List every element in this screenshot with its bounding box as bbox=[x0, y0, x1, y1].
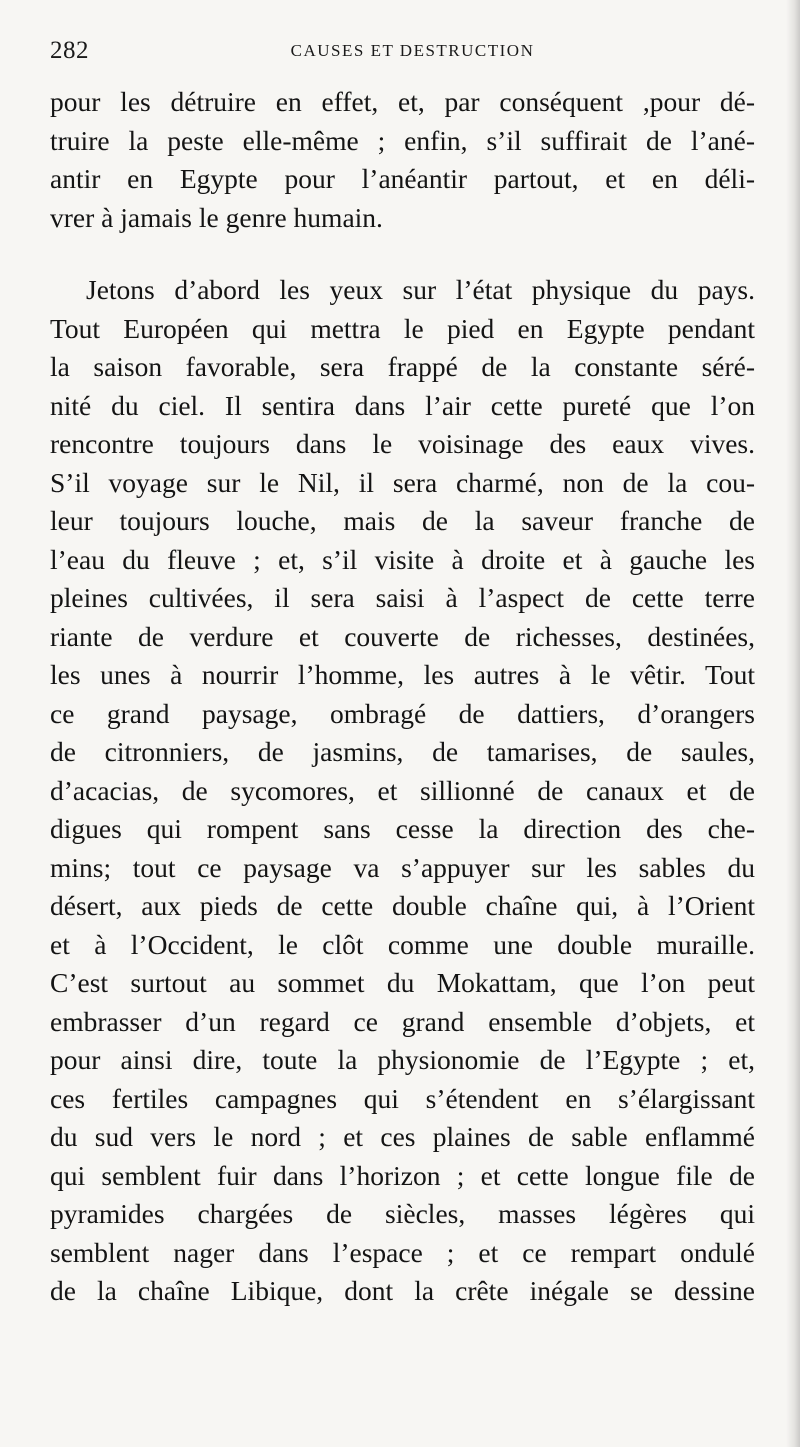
text-line: semblent nager dans l’espace ; et ce rempart ondulé bbox=[50, 1236, 755, 1268]
text-line: antir en Egypte pour l’anéantir partout, et en déli- bbox=[50, 163, 755, 194]
paragraph bbox=[50, 83, 755, 237]
page-edge-shadow bbox=[786, 0, 800, 1447]
text-line: de citronniers, de jasmins, de tamarises, de saules, bbox=[50, 736, 755, 767]
text-line: truire la peste elle-même ; enfin, s’il suffirait de l’ané- bbox=[50, 124, 755, 156]
text-line: Tout Européen qui mettra le pied en Egypte pendant bbox=[50, 312, 755, 344]
text-line: l’eau du fleuve ; et, s’il visite à droite et à gauche les bbox=[50, 543, 755, 575]
text-line: les unes à nourrir l’homme, les autres à le vêtir. Tout bbox=[50, 659, 755, 690]
text-line: pleines cultivées, il sera saisi à l’aspect de cette terre bbox=[50, 582, 755, 613]
text-line: ce grand paysage, ombragé de dattiers, d’orangers bbox=[50, 697, 755, 729]
text-line: ces fertiles campagnes qui s’étendent en s’élargissant bbox=[50, 1082, 755, 1114]
paragraph-gap bbox=[50, 237, 755, 271]
text-line: S’il voyage sur le Nil, il sera charmé, non de la cou- bbox=[50, 466, 755, 498]
running-head-title: CAUSES ET DESTRUCTION bbox=[290, 41, 535, 60]
text-line: digues qui rompent sans cesse la direction des che- bbox=[50, 813, 755, 844]
paragraph bbox=[50, 271, 755, 1311]
text-line: et à l’Occident, le clôt comme une double muraille. bbox=[50, 928, 755, 960]
text-line: C’est surtout au sommet du Mokattam, que l’on peut bbox=[50, 967, 755, 998]
text-line: riante de verdure et couverte de richesses, destinées, bbox=[50, 620, 755, 652]
text-line: vrer à jamais le genre humain. bbox=[50, 201, 383, 233]
text-line: embrasser d’un regard ce grand ensemble d’objets, et bbox=[50, 1005, 755, 1037]
text-line: du sud vers le nord ; et ces plaines de sable enflammé bbox=[50, 1121, 755, 1152]
text-line: de la chaîne Libique, dont la crête inégale se dessine bbox=[50, 1275, 755, 1306]
text-line: qui semblent fuir dans l’horizon ; et cette longue file de bbox=[50, 1159, 755, 1191]
text-line: mins; tout ce paysage va s’appuyer sur les sables du bbox=[50, 851, 755, 883]
text-line: la saison favorable, sera frappé de la constante séré- bbox=[50, 351, 755, 382]
text-line: leur toujours louche, mais de la saveur franche de bbox=[50, 505, 755, 536]
text-line: pour les détruire en effet, et, par conséquent ,pour dé- bbox=[50, 86, 755, 117]
text-line: rencontre toujours dans le voisinage des eaux vives. bbox=[50, 428, 755, 459]
page-number: 282 bbox=[50, 37, 89, 64]
text-line: pour ainsi dire, toute la physionomie de l’Egypte ; et, bbox=[50, 1044, 755, 1075]
text-line: pyramides chargées de siècles, masses légères qui bbox=[50, 1198, 755, 1229]
text-line: nité du ciel. Il sentira dans l’air cette pureté que l’on bbox=[50, 389, 755, 421]
text-line: d’acacias, de sycomores, et sillionné de canaux et de bbox=[50, 774, 755, 806]
text-line: Jetons d’abord les yeux sur l’état physique du pays. bbox=[86, 274, 755, 305]
text-line: désert, aux pieds de cette double chaîne qui, à l’Orient bbox=[50, 890, 755, 921]
body-text bbox=[50, 83, 755, 1311]
running-head bbox=[50, 36, 755, 66]
